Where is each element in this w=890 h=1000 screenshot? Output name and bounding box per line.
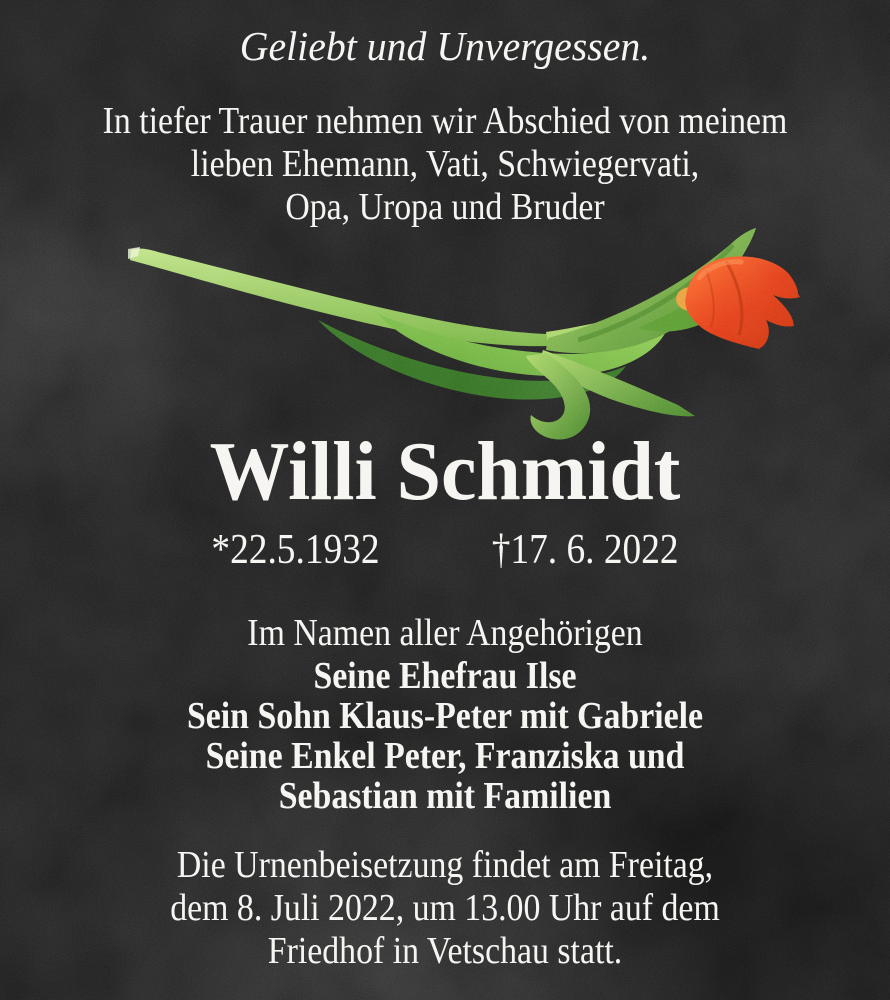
family-line-3: Seine Enkel Peter, Franziska und [205, 735, 685, 777]
intro-text [49, 100, 841, 229]
life-dates [49, 524, 841, 576]
tulip-image [78, 220, 818, 455]
family-line-1: Seine Ehefrau Ilse [313, 655, 577, 697]
funeral-text [49, 844, 841, 973]
birth-date: *22.5.1932 [211, 527, 380, 573]
funeral-line-1: Die Urnenbeisetzung findet am Freitag, [176, 844, 714, 886]
funeral-line-3: Friedhof in Vetschau statt. [267, 930, 623, 972]
death-date: †17. 6. 2022 [491, 527, 679, 573]
intro-line-1: In tiefer Trauer nehmen wir Abschied von meinem [102, 100, 788, 142]
family-line-2: Sein Sohn Klaus-Peter mit Gabriele [186, 695, 704, 737]
intro-line-3: Opa, Uropa und Bruder [285, 186, 605, 228]
deceased-name: Willi Schmidt [209, 425, 681, 518]
funeral-line-2: dem 8. Juli 2022, um 13.00 Uhr auf dem [170, 887, 720, 929]
family-lines [49, 656, 841, 816]
family-intro-line: Im Namen aller Angehörigen [247, 612, 643, 654]
intro-line-2: lieben Ehemann, Vati, Schwiegervati, [190, 143, 700, 185]
family-line-4: Sebastian mit Familien [278, 775, 612, 817]
epitaph-line: Geliebt und Unvergessen. [239, 23, 651, 69]
